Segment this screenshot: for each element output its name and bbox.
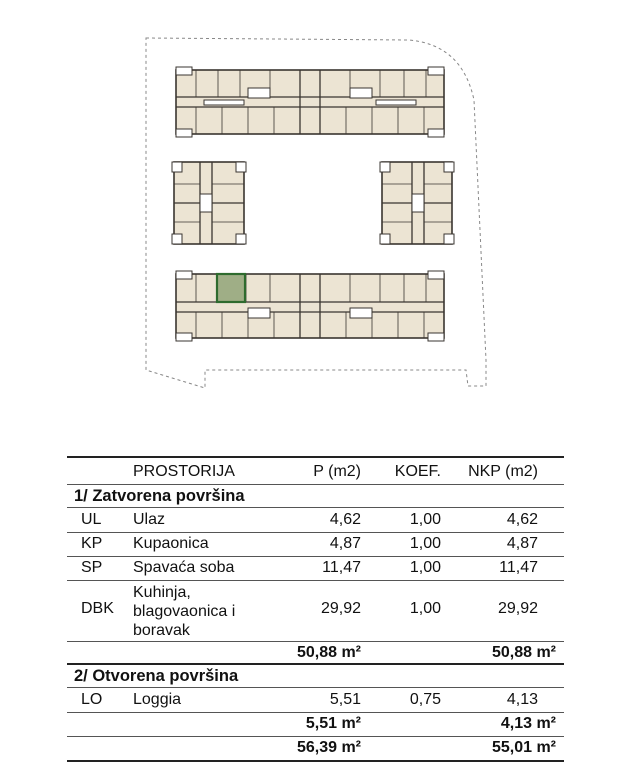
rule xyxy=(67,687,564,688)
table-top-rule xyxy=(67,456,564,458)
row-code: KP xyxy=(81,535,103,552)
row-name: Kupaonica xyxy=(133,535,209,552)
subtotal-nkp: 50,88 m² xyxy=(491,644,556,661)
highlighted-unit[interactable] xyxy=(217,274,245,302)
row-code: SP xyxy=(81,559,103,576)
total-nkp: 55,01 m² xyxy=(491,739,556,756)
row-koef: 1,00 xyxy=(409,559,441,576)
header-p: P (m2) xyxy=(313,463,361,480)
row-name: Ulaz xyxy=(133,511,166,528)
rule xyxy=(67,532,564,533)
row-nkp: 4,87 xyxy=(506,535,538,552)
rule xyxy=(67,484,564,485)
section2-title: 2/ Otvorena površina xyxy=(74,667,239,685)
row-name: Spavaća soba xyxy=(133,559,235,576)
building-west xyxy=(172,162,246,244)
rule xyxy=(67,736,564,737)
rule xyxy=(67,641,564,642)
row-p: 11,47 xyxy=(322,559,361,576)
row-nkp: 4,13 xyxy=(506,691,538,708)
subtotal-nkp: 4,13 m² xyxy=(500,715,556,732)
row-koef: 1,00 xyxy=(409,600,441,617)
row-name-line2: blagovaonica i xyxy=(133,603,236,620)
row-name: Loggia xyxy=(133,691,182,708)
rule xyxy=(67,580,564,581)
row-name-line1: Kuhinja, xyxy=(133,584,191,601)
header-koef: KOEF. xyxy=(394,463,441,480)
rule xyxy=(67,556,564,557)
section1-title: 1/ Zatvorena površina xyxy=(74,487,245,505)
row-p: 4,87 xyxy=(329,535,361,552)
row-p: 4,62 xyxy=(329,511,361,528)
row-code: DBK xyxy=(81,600,114,617)
row-p: 5,51 xyxy=(329,691,361,708)
rule xyxy=(67,663,564,665)
row-code: UL xyxy=(81,511,102,528)
subtotal-p: 5,51 m² xyxy=(305,715,361,732)
row-nkp: 29,92 xyxy=(497,600,538,617)
subtotal-p: 50,88 m² xyxy=(296,644,361,661)
row-koef: 1,00 xyxy=(409,511,441,528)
header-room: PROSTORIJA xyxy=(133,463,235,480)
row-code: LO xyxy=(81,691,103,708)
rule xyxy=(67,760,564,762)
table-row-dbk xyxy=(67,584,564,642)
building-south xyxy=(176,271,444,341)
building-north xyxy=(176,67,444,137)
header-nkp: NKP (m2) xyxy=(468,463,538,480)
row-nkp: 4,62 xyxy=(506,511,538,528)
row-nkp: 11,47 xyxy=(499,559,538,576)
rule xyxy=(67,507,564,508)
row-koef: 1,00 xyxy=(409,535,441,552)
building-east xyxy=(380,162,454,244)
row-name-line3: boravak xyxy=(133,622,190,639)
total-p: 56,39 m² xyxy=(296,739,361,756)
rule xyxy=(67,712,564,713)
row-koef: 0,75 xyxy=(409,691,441,708)
row-p: 29,92 xyxy=(320,600,361,617)
